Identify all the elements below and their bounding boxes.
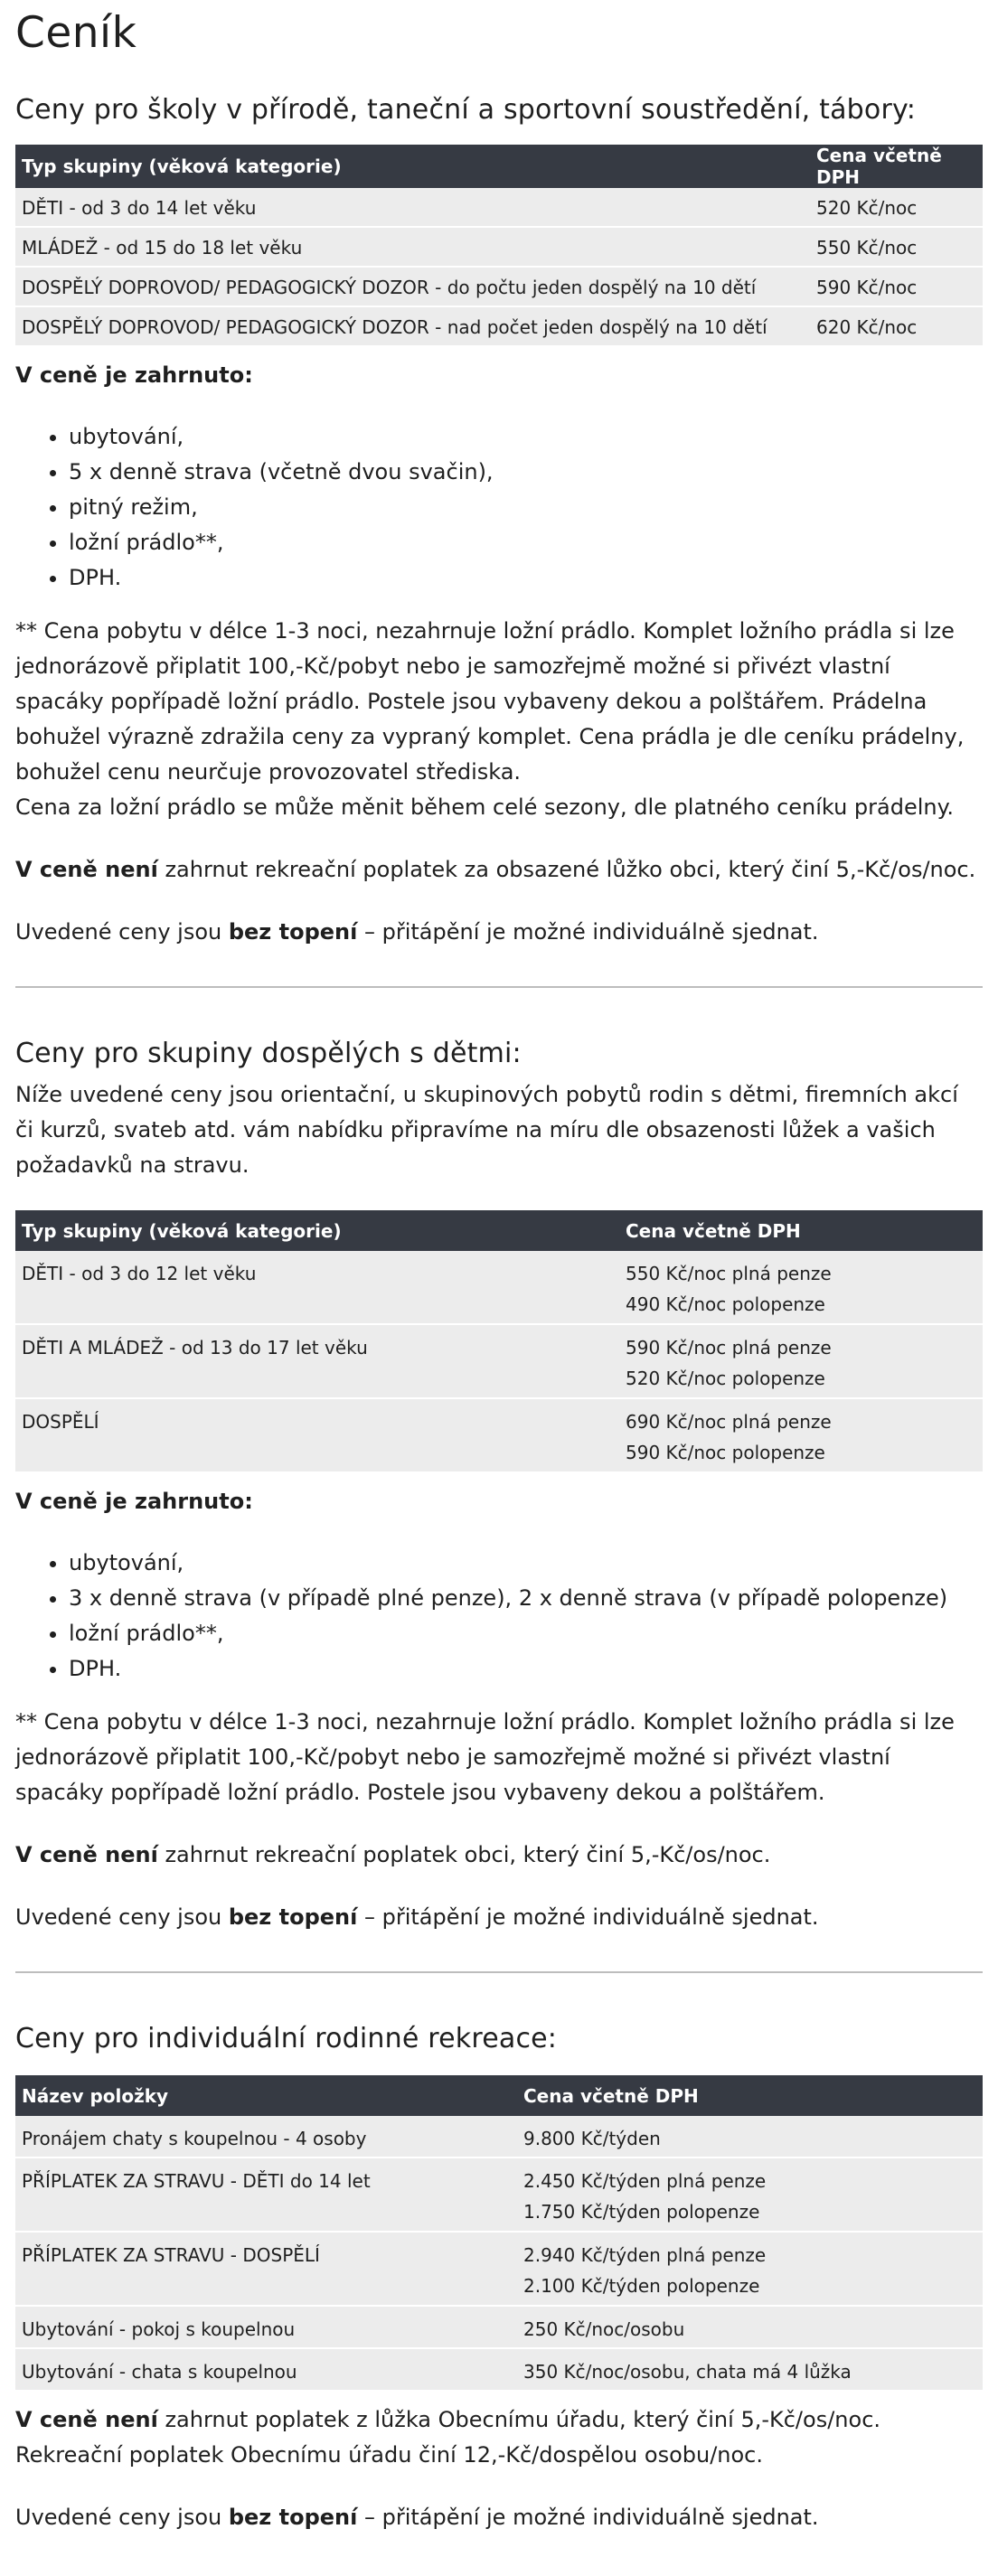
price-full-board: 2.940 Kč/týden plná penze (523, 2244, 767, 2266)
not-included-note (15, 1838, 983, 1873)
price-cell: 520 Kč/noc (810, 188, 983, 227)
table-header-row (15, 145, 983, 188)
table-row (15, 2306, 983, 2348)
price-full-board: 2.450 Kč/týden plná penze (523, 2170, 767, 2192)
price-cell: 590 Kč/noc (810, 267, 983, 306)
price-cell (517, 2232, 983, 2306)
heating-post: – přitápění je možné individuálně sjednat. (357, 919, 819, 945)
table-row (15, 1324, 983, 1398)
not-included-label: V ceně není (15, 857, 158, 882)
section-divider (15, 1971, 983, 1973)
table-row (15, 306, 983, 346)
section-divider (15, 986, 983, 988)
price-half-board: 1.750 Kč/týden polopenze (523, 2201, 760, 2223)
group-type-cell: DOSPĚLÝ DOPROVOD/ PEDAGOGICKÝ DOZOR - do počtu jeden dospělý na 10 dětí (15, 267, 810, 306)
included-label: V ceně je zahrnuto: (15, 1489, 253, 1514)
list-item: • ubytování, (69, 419, 983, 455)
heating-bold: bez topení (228, 1904, 358, 1930)
bedding-note-2: Cena za ložní prádlo se může měnit během celé sezony, dle platného ceníku prádelny. (15, 794, 955, 820)
column-header-group-type: Typ skupiny (věková kategorie) (15, 1210, 619, 1251)
section2-intro: Níže uvedené ceny jsou orientační, u skupinových pobytů rodin s dětmi, firemních akcí či kurzů, svateb atd. vám nabídku připravíme na míru dle obsazenosti lůžek a vašich požadavků na stravu. (15, 1082, 958, 1178)
heating-bold: bez topení (228, 919, 358, 945)
column-header-price: Cena včetně DPH (810, 145, 983, 188)
price-half-board: 490 Kč/noc polopenze (626, 1293, 825, 1315)
section1-price-table (15, 145, 983, 347)
price-cell: 620 Kč/noc (810, 306, 983, 346)
heating-note (15, 2500, 983, 2535)
not-included-text: zahrnut rekreační poplatek za obsazené lůžko obci, který činí 5,-Kč/os/noc. (157, 857, 976, 882)
column-header-group-type: Typ skupiny (věková kategorie) (15, 145, 810, 188)
group-type-cell: DĚTI A MLÁDEŽ - od 13 do 17 let věku (15, 1324, 619, 1398)
group-type-cell: DOSPĚLÝ DOPROVOD/ PEDAGOGICKÝ DOZOR - nad počet jeden dospělý na 10 dětí (15, 306, 810, 346)
section2-price-table (15, 1210, 983, 1473)
table-row (15, 2232, 983, 2306)
group-type-cell: DĚTI - od 3 do 14 let věku (15, 188, 810, 227)
column-header-price: Cena včetně DPH (517, 2075, 983, 2116)
price-cell (517, 2158, 983, 2232)
section1-heading: Ceny pro školy v přírodě, taneční a sportovní soustředění, tábory: (15, 94, 917, 126)
bedding-note: ** Cena pobytu v délce 1-3 noci, nezahrnuje ložní prádlo. Komplet ložního prádla si lze jednorázově připlatit 100,-Kč/pobyt nebo je samozřejmě možné si přivézt vlastní spacáky popřípadě ložní prádlo. Postele jsou vybaveny dekou a polštářem. Prádelna bohužel výrazně zdražila ceny za vypraný komplet. Cena prádla je dle ceníku prádelny, bohužel cenu neurčuje provozovatel střediska. (15, 618, 965, 785)
table-row (15, 1251, 983, 1324)
list-item: • 3 x denně strava (v případě plné penze), 2 x denně strava (v případě polopenze) (69, 1581, 983, 1616)
heating-note (15, 1900, 983, 1935)
table-header-row (15, 1210, 983, 1251)
included-label: V ceně je zahrnuto: (15, 362, 253, 388)
price-cell: 550 Kč/noc (810, 227, 983, 267)
price-half-board: 2.100 Kč/týden polopenze (523, 2275, 760, 2297)
not-included-text: zahrnut poplatek z lůžka Obecnímu úřadu, který činí 5,-Kč/os/noc. Rekreační poplatek Obecnímu úřadu činí 12,-Kč/dospělou osobu/noc. (15, 2407, 881, 2468)
table-row (15, 188, 983, 227)
item-name-cell: PŘÍPLATEK ZA STRAVU - DOSPĚLÍ (15, 2232, 517, 2306)
table-header-row (15, 2075, 983, 2116)
price-cell: 350 Kč/noc/osobu, chata má 4 lůžka (517, 2348, 983, 2391)
table-row (15, 2158, 983, 2232)
list-item: • ubytování, (69, 1546, 983, 1581)
section3-price-table (15, 2075, 983, 2392)
item-name-cell: Ubytování - pokoj s koupelnou (15, 2306, 517, 2348)
included-list (15, 1546, 983, 1687)
price-half-board: 520 Kč/noc polopenze (626, 1368, 825, 1389)
not-included-text: zahrnut rekreační poplatek obci, který činí 5,-Kč/os/noc. (157, 1842, 771, 1867)
heating-post: – přitápění je možné individuálně sjednat. (357, 2505, 819, 2530)
item-name-cell: Ubytování - chata s koupelnou (15, 2348, 517, 2391)
page-title: Ceník (15, 8, 137, 58)
table-row (15, 1398, 983, 1472)
heating-pre: Uvedené ceny jsou (15, 2505, 229, 2530)
list-item: • DPH. (69, 1651, 983, 1687)
price-cell (619, 1324, 983, 1398)
price-cell: 9.800 Kč/týden (517, 2116, 983, 2158)
column-header-price: Cena včetně DPH (619, 1210, 983, 1251)
not-included-label: V ceně není (15, 1842, 158, 1867)
price-cell: 250 Kč/noc/osobu (517, 2306, 983, 2348)
price-full-board: 590 Kč/noc plná penze (626, 1337, 832, 1359)
bedding-note: ** Cena pobytu v délce 1-3 noci, nezahrnuje ložní prádlo. Komplet ložního prádla si lze jednorázově připlatit 100,-Kč/pobyt nebo je samozřejmě možné si přivézt vlastní spacáky popřípadě ložní prádlo. Postele jsou vybaveny dekou a polštářem. (15, 1709, 955, 1805)
included-list (15, 419, 983, 596)
table-row (15, 2116, 983, 2158)
list-item: • 5 x denně strava (včetně dvou svačin), (69, 455, 983, 490)
list-item: • pitný režim, (69, 490, 983, 525)
price-full-board: 550 Kč/noc plná penze (626, 1263, 832, 1284)
list-item: • ložní prádlo**, (69, 1616, 983, 1651)
price-cell (619, 1398, 983, 1472)
price-half-board: 590 Kč/noc polopenze (626, 1442, 825, 1463)
table-row (15, 267, 983, 306)
heating-post: – přitápění je možné individuálně sjednat. (357, 1904, 819, 1930)
list-item: • ložní prádlo**, (69, 525, 983, 560)
not-included-note (15, 2402, 983, 2473)
price-cell (619, 1251, 983, 1324)
heating-bold: bez topení (228, 2505, 358, 2530)
heating-note (15, 915, 983, 950)
not-included-note (15, 852, 983, 888)
item-name-cell: Pronájem chaty s koupelnou - 4 osoby (15, 2116, 517, 2158)
table-row (15, 227, 983, 267)
price-full-board: 690 Kč/noc plná penze (626, 1411, 832, 1433)
not-included-label: V ceně není (15, 2407, 158, 2432)
heating-pre: Uvedené ceny jsou (15, 1904, 229, 1930)
group-type-cell: MLÁDEŽ - od 15 do 18 let věku (15, 227, 810, 267)
heating-pre: Uvedené ceny jsou (15, 919, 229, 945)
table-row (15, 2348, 983, 2391)
group-type-cell: DĚTI - od 3 do 12 let věku (15, 1251, 619, 1324)
list-item: • DPH. (69, 560, 983, 596)
group-type-cell: DOSPĚLÍ (15, 1398, 619, 1472)
section3-heading: Ceny pro individuální rodinné rekreace: (15, 2023, 558, 2054)
column-header-item-name: Název položky (15, 2075, 517, 2116)
item-name-cell: PŘÍPLATEK ZA STRAVU - DĚTI do 14 let (15, 2158, 517, 2232)
section2-heading: Ceny pro skupiny dospělých s dětmi: (15, 1038, 522, 1069)
